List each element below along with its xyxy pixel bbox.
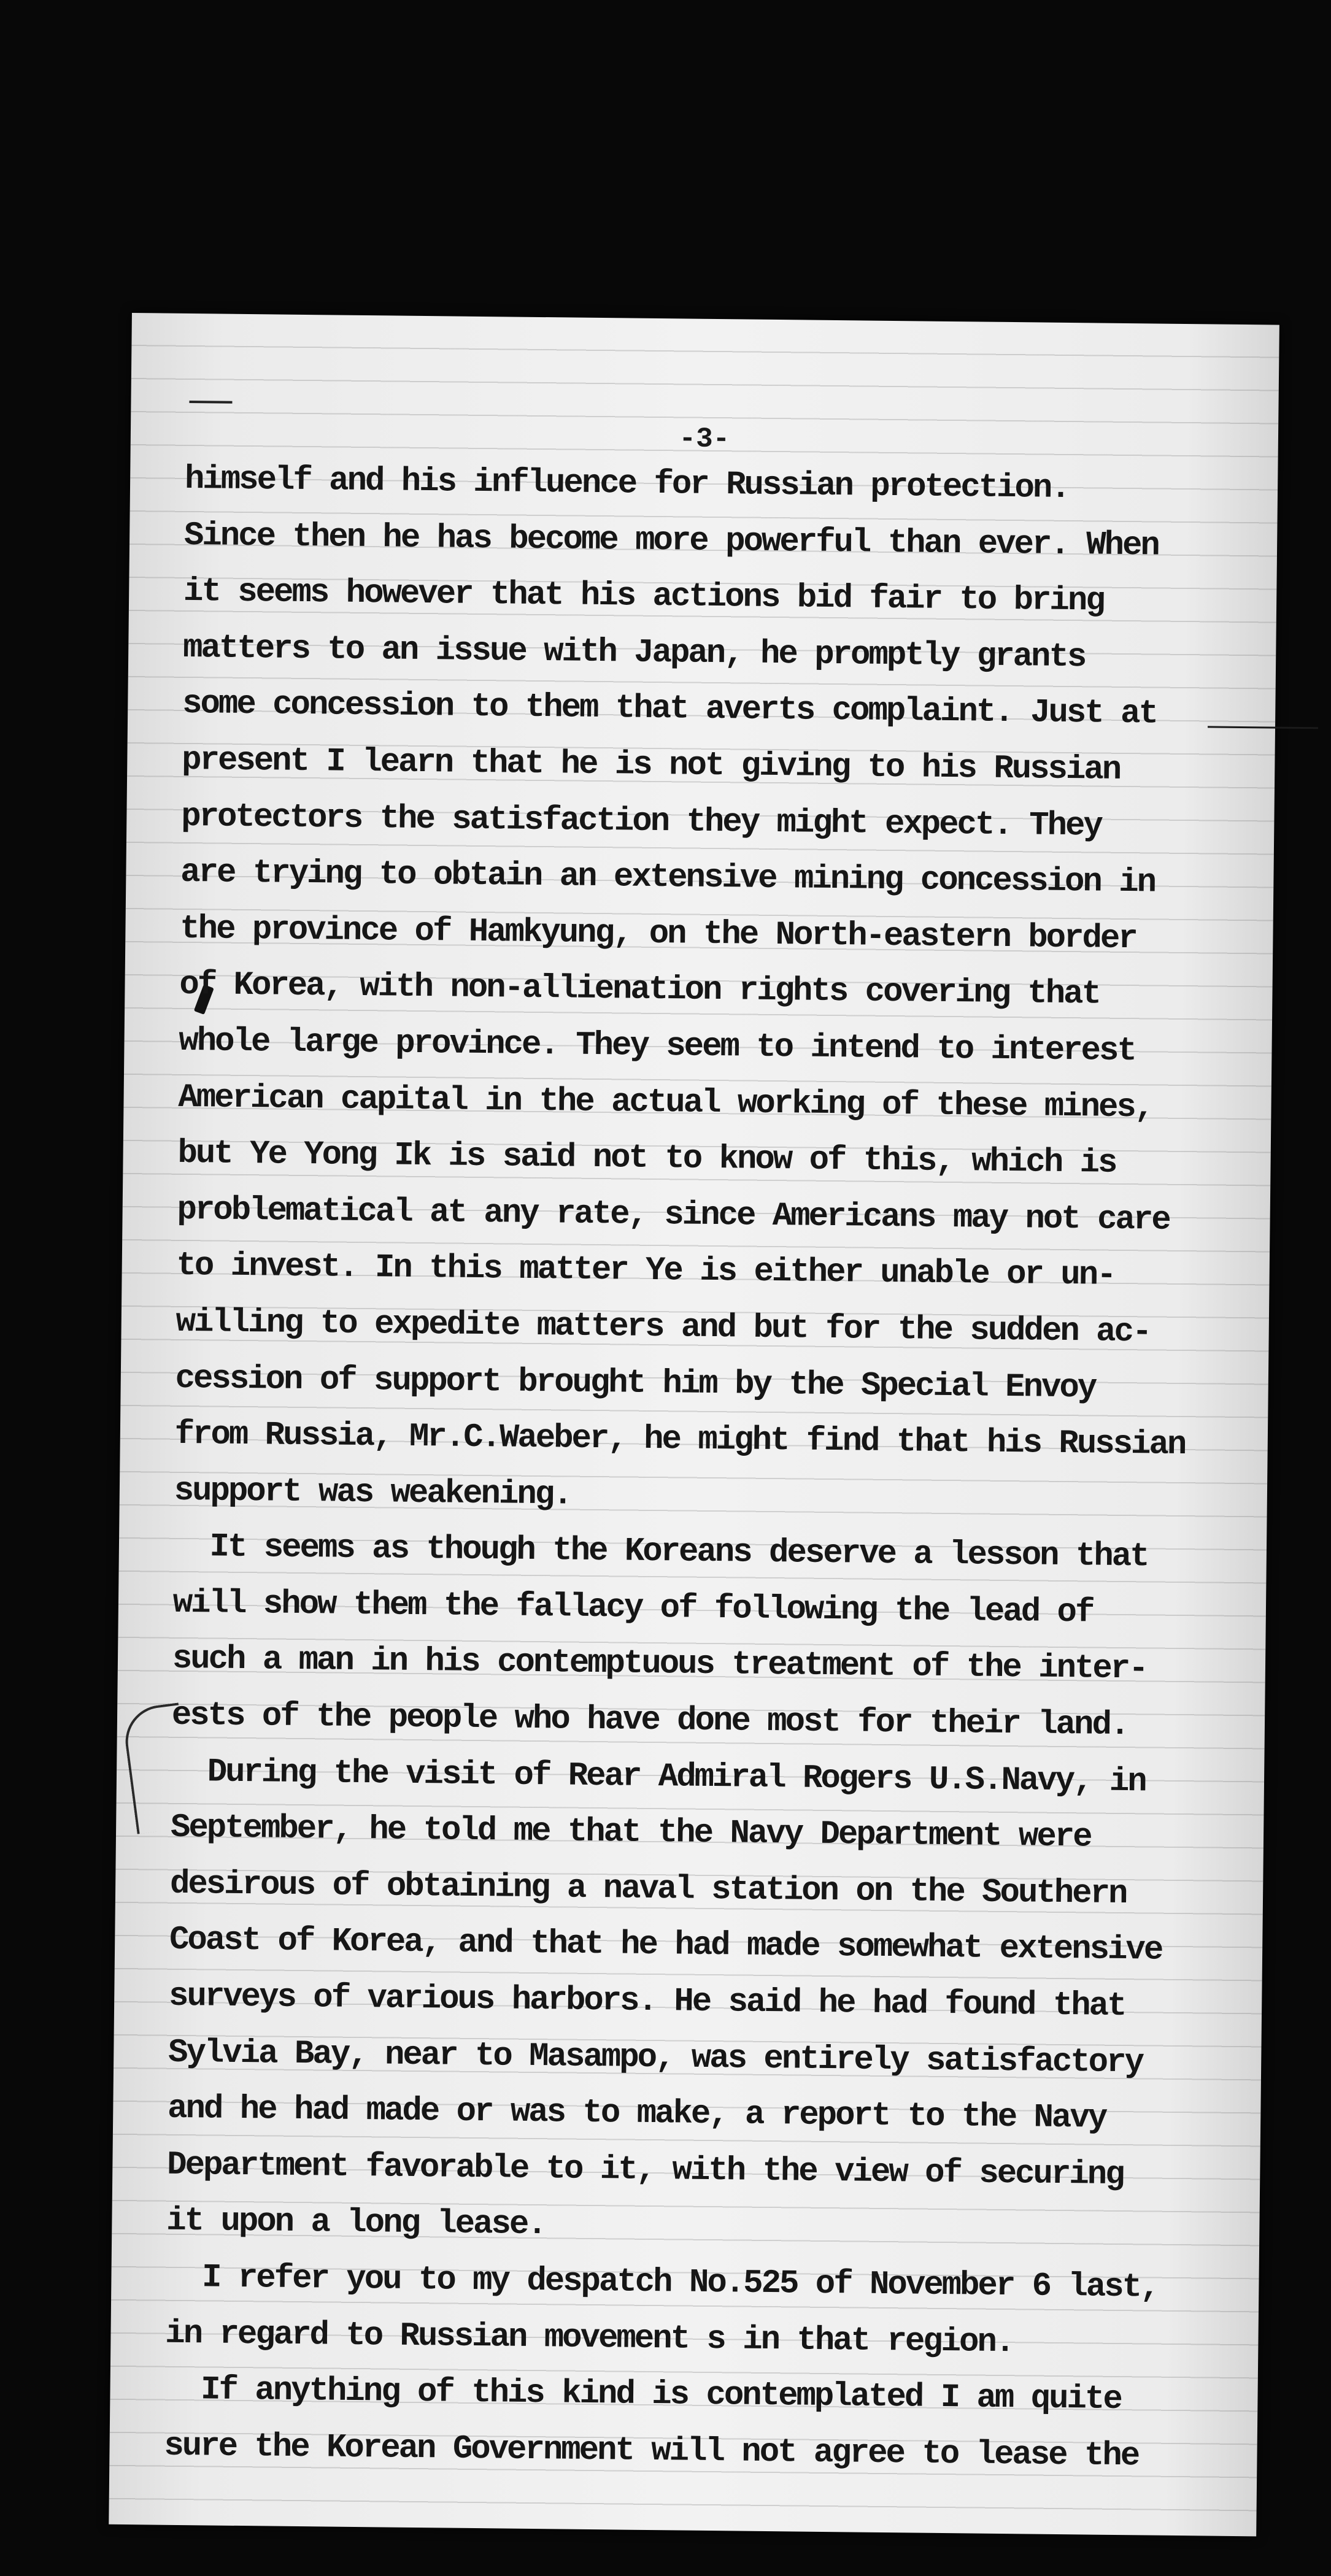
text-line: If anything of this kind is contemplated I am quite bbox=[128, 2370, 1122, 2419]
text-line: Sylvia Bay, near to Masampo, was entirely satisfactory bbox=[131, 2033, 1143, 2082]
paper-sheet bbox=[109, 313, 1279, 2536]
text-line: Department favorable to it, with the view of securing bbox=[131, 2145, 1124, 2194]
text-line: in regard to Russian movement s in that region. bbox=[129, 2314, 1014, 2361]
text-line: of Korea, with non-allienation rights covering that bbox=[143, 966, 1100, 1013]
text-line: During the visit of Rear Admiral Rogers U.S.Navy, in bbox=[134, 1752, 1146, 1801]
text-line: willing to expedite matters and but for the sudden ac- bbox=[139, 1303, 1151, 1351]
text-line: It seems as though the Koreans deserve a lesson that bbox=[137, 1528, 1148, 1576]
text-line: I refer you to my despatch No.525 of November 6 last, bbox=[129, 2258, 1159, 2307]
text-line: cession of support brought him by the Special Envoy bbox=[139, 1359, 1096, 1407]
text-line: but Ye Yong Ik is said not to know of this, which is bbox=[141, 1134, 1116, 1182]
text-line: September, he told me that the Navy Department were bbox=[134, 1809, 1091, 1856]
text-line: are trying to obtain an extensive mining concession in bbox=[144, 853, 1155, 902]
text-line: will show them the fallacy of following the lead of bbox=[136, 1584, 1094, 1632]
text-line: American capital in the actual working of these mines, bbox=[142, 1078, 1153, 1127]
text-line: the province of Hamkyung, on the North-eastern border bbox=[144, 910, 1137, 958]
text-line: sure the Korean Government will not agree to lease the bbox=[128, 2426, 1139, 2475]
text-line: desirous of obtaining a naval station on the Southern bbox=[133, 1865, 1127, 1913]
text-line: support was weakening. bbox=[137, 1471, 571, 1514]
text-line: protectors the satisfaction they might expect. They bbox=[145, 797, 1102, 845]
text-line: whole large province. They seem to intend to interest bbox=[142, 1022, 1136, 1071]
text-line: Coast of Korea, and that he had made somewhat extensive bbox=[133, 1921, 1162, 1970]
text-line: and he had made or was to make, a report to the Navy bbox=[131, 2090, 1106, 2137]
text-line: such a man in his contemptuous treatment of the inter- bbox=[136, 1640, 1147, 1688]
text-line: present I learn that he is not giving to his Russian bbox=[145, 741, 1121, 789]
margin-dash-mark bbox=[189, 401, 232, 404]
text-line: to invest. In this matter Ye is either unable or un- bbox=[140, 1247, 1115, 1295]
text-line: himself and his influence for Russian protection. bbox=[148, 460, 1070, 508]
text-line: surveys of various harbors. He said he had found that bbox=[132, 1977, 1125, 2026]
text-line: it upon a long lease. bbox=[130, 2202, 546, 2244]
text-line: Since then he has become more powerful than ever. When bbox=[147, 516, 1159, 565]
text-line: some concession to them that averts complaint. Just at bbox=[146, 685, 1157, 733]
text-line: ests of the people who have done most for their land. bbox=[135, 1696, 1128, 1745]
letter-body bbox=[128, 451, 1265, 2485]
page-number: -3- bbox=[679, 423, 730, 456]
text-line: from Russia, Mr.C.Waeber, he might find that his Russian bbox=[138, 1415, 1186, 1464]
text-line: matters to an issue with Japan, he promptly grants bbox=[146, 629, 1086, 677]
text-line: problematical at any rate, since Americans may not care bbox=[141, 1190, 1170, 1239]
text-line: it seems however that his actions bid fair to bring bbox=[147, 572, 1104, 620]
